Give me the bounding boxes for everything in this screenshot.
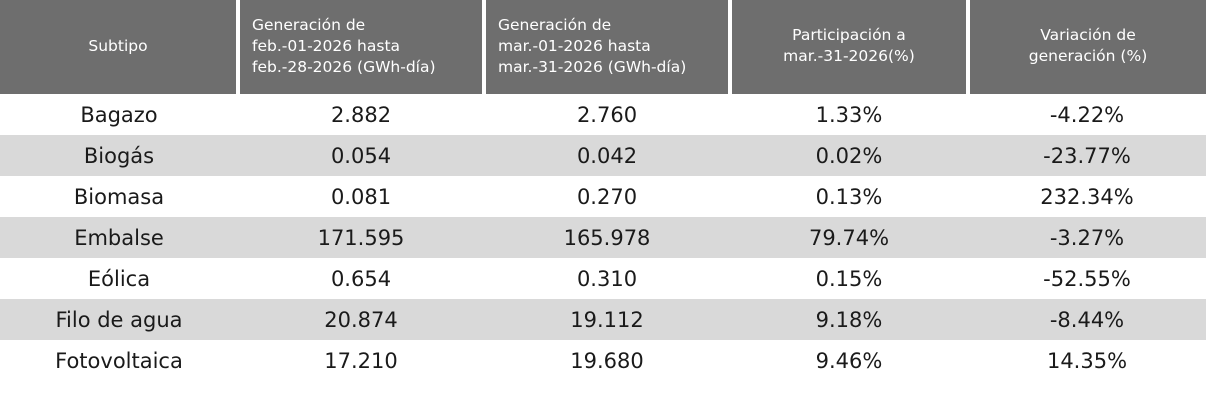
cell-variacion: -23.77% (968, 135, 1206, 176)
cell-generacion-marzo: 19.112 (484, 299, 730, 340)
cell-generacion-febrero: 0.654 (238, 258, 484, 299)
cell-subtipo: Fotovoltaica (0, 340, 238, 381)
column-header-variacion-line-2: generación (%) (1028, 47, 1148, 65)
cell-subtipo: Filo de agua (0, 299, 238, 340)
cell-participacion: 0.15% (730, 258, 968, 299)
column-header-variacion-line-1: Variación de (1040, 26, 1136, 44)
cell-generacion-marzo: 19.680 (484, 340, 730, 381)
cell-generacion-marzo: 0.270 (484, 176, 730, 217)
cell-subtipo: Embalse (0, 217, 238, 258)
column-header-generacion-febrero (238, 0, 484, 94)
table-row (0, 135, 1206, 176)
column-header-participacion (730, 0, 968, 94)
cell-variacion: 14.35% (968, 340, 1206, 381)
column-header-variacion (968, 0, 1206, 94)
cell-generacion-marzo: 0.042 (484, 135, 730, 176)
table-row (0, 340, 1206, 381)
cell-generacion-febrero: 20.874 (238, 299, 484, 340)
column-header-generacion-marzo-line-2: mar.-01-2026 hasta (498, 36, 651, 55)
table-body (0, 94, 1206, 381)
table-row (0, 176, 1206, 217)
table-row (0, 258, 1206, 299)
table-header (0, 0, 1206, 94)
table-row (0, 299, 1206, 340)
cell-variacion: -3.27% (968, 217, 1206, 258)
column-header-participacion-line-1: Participación a (792, 26, 906, 44)
cell-generacion-febrero: 2.882 (238, 94, 484, 135)
cell-generacion-febrero: 0.081 (238, 176, 484, 217)
column-header-generacion-febrero-line-3: feb.-28-2026 (GWh-día) (252, 57, 436, 76)
cell-variacion: -8.44% (968, 299, 1206, 340)
column-header-participacion-line-2: mar.-31-2026(%) (783, 47, 915, 65)
cell-subtipo: Biogás (0, 135, 238, 176)
cell-participacion: 0.02% (730, 135, 968, 176)
column-header-subtipo (0, 0, 238, 94)
cell-generacion-febrero: 171.595 (238, 217, 484, 258)
cell-variacion: -52.55% (968, 258, 1206, 299)
column-header-subtipo-line-1: Subtipo (88, 36, 148, 55)
cell-subtipo: Bagazo (0, 94, 238, 135)
cell-variacion: 232.34% (968, 176, 1206, 217)
cell-subtipo: Eólica (0, 258, 238, 299)
cell-generacion-febrero: 0.054 (238, 135, 484, 176)
column-header-generacion-febrero-line-2: feb.-01-2026 hasta (252, 36, 401, 55)
table-row (0, 217, 1206, 258)
column-header-generacion-marzo-line-3: mar.-31-2026 (GWh-día) (498, 57, 687, 76)
table-row (0, 94, 1206, 135)
column-header-generacion-marzo-line-1: Generación de (498, 15, 612, 34)
cell-variacion: -4.22% (968, 94, 1206, 135)
cell-generacion-marzo: 0.310 (484, 258, 730, 299)
cell-participacion: 79.74% (730, 217, 968, 258)
column-header-generacion-febrero-line-1: Generación de (252, 15, 366, 34)
table-header-row (0, 0, 1206, 94)
cell-generacion-marzo: 2.760 (484, 94, 730, 135)
cell-participacion: 9.18% (730, 299, 968, 340)
cell-generacion-febrero: 17.210 (238, 340, 484, 381)
cell-generacion-marzo: 165.978 (484, 217, 730, 258)
cell-participacion: 1.33% (730, 94, 968, 135)
column-header-generacion-marzo (484, 0, 730, 94)
cell-subtipo: Biomasa (0, 176, 238, 217)
cell-participacion: 9.46% (730, 340, 968, 381)
cell-participacion: 0.13% (730, 176, 968, 217)
